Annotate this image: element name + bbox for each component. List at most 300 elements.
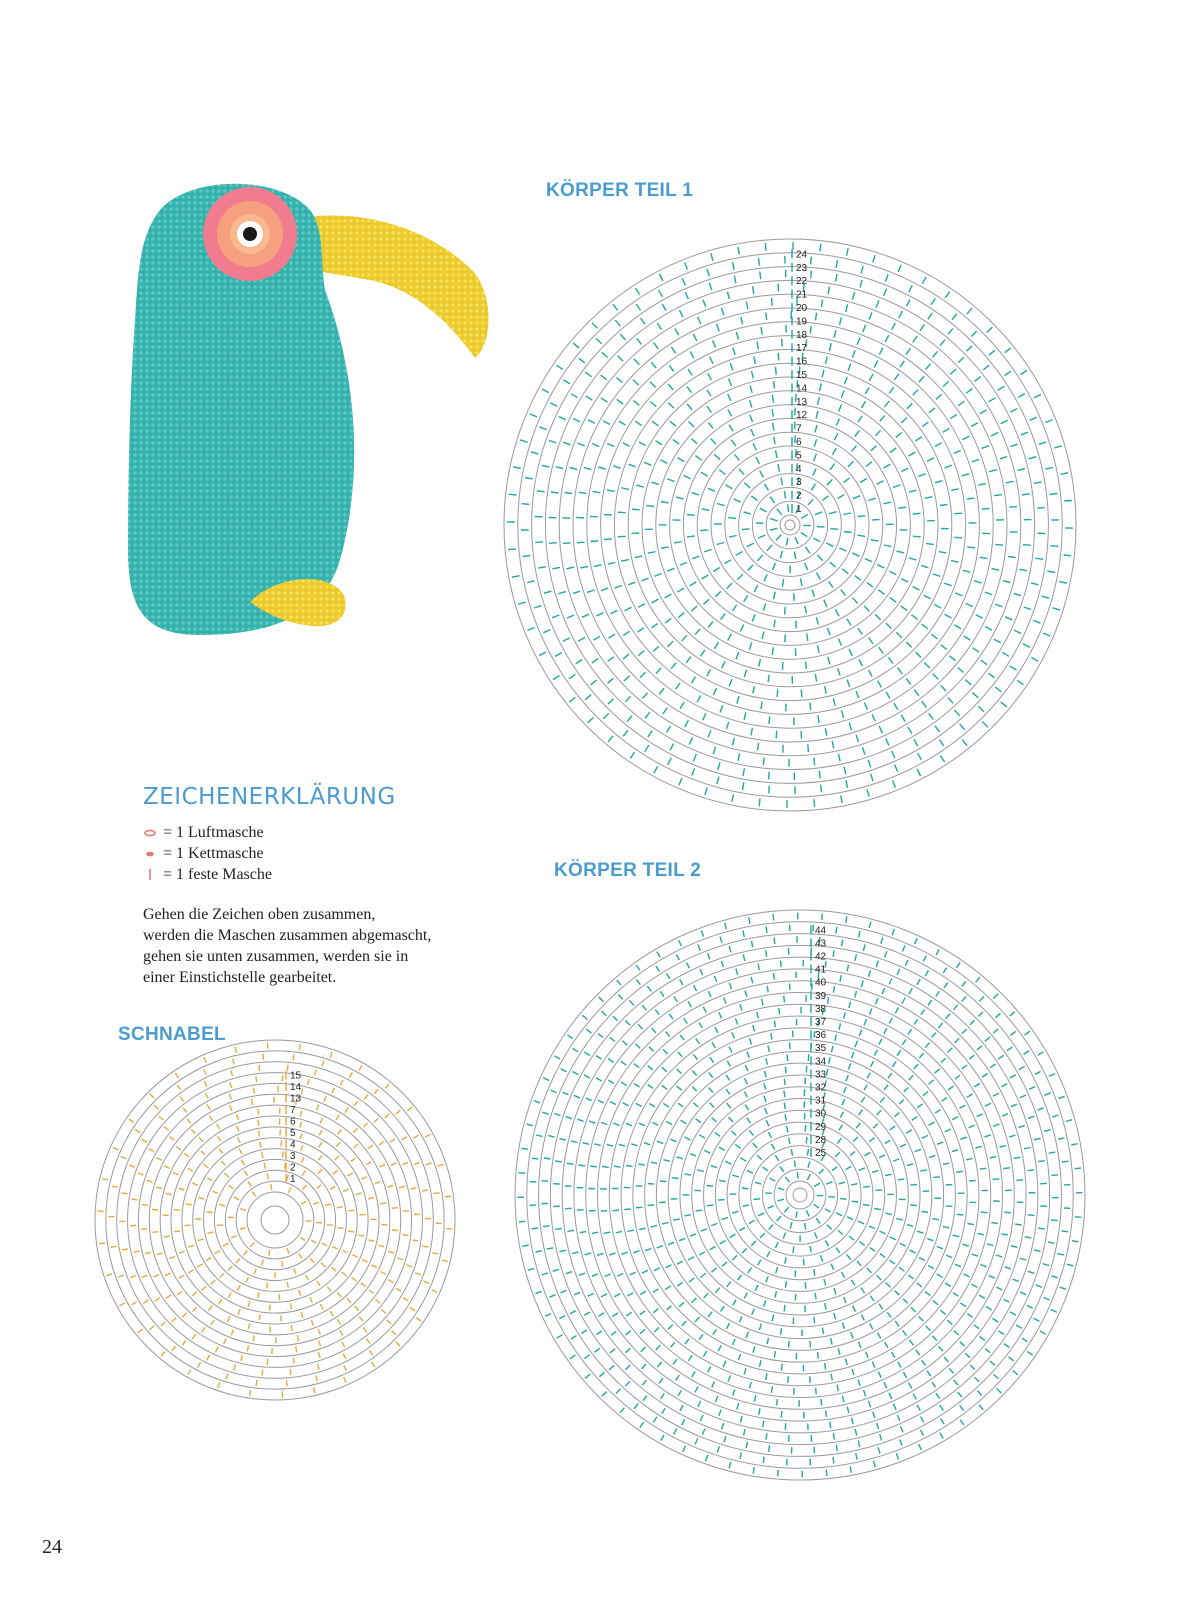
stitch-mark bbox=[1036, 1285, 1042, 1287]
stitch-mark bbox=[897, 1415, 900, 1421]
note-line: Gehen die Zeichen oben zusammen, bbox=[143, 906, 376, 923]
stitch-mark bbox=[663, 1049, 668, 1054]
stitch-mark bbox=[729, 1047, 732, 1053]
stitch-mark bbox=[721, 613, 726, 619]
stitch-mark bbox=[638, 604, 645, 608]
stitch-mark bbox=[717, 504, 724, 506]
stitch-mark bbox=[763, 1457, 764, 1464]
stitch-mark bbox=[692, 1071, 696, 1076]
stitch-mark bbox=[865, 559, 872, 562]
stitch-mark bbox=[960, 1405, 964, 1410]
stitch-mark bbox=[709, 1072, 713, 1077]
stitch-mark bbox=[847, 1407, 849, 1413]
stitch-mark bbox=[711, 1223, 717, 1225]
stitch-mark bbox=[721, 1306, 725, 1311]
stitch-mark bbox=[884, 289, 887, 296]
stitch-mark bbox=[1030, 417, 1037, 420]
stitch-mark bbox=[856, 691, 859, 698]
stitch-mark bbox=[855, 576, 861, 581]
row-number: 43 bbox=[815, 938, 827, 950]
stitch-mark bbox=[744, 670, 746, 677]
stitch-mark bbox=[836, 1445, 837, 1452]
stitch-mark bbox=[707, 390, 711, 397]
stitch-mark bbox=[687, 515, 695, 516]
stitch-mark bbox=[557, 365, 563, 369]
stitch-mark bbox=[1023, 545, 1031, 546]
stitch-mark bbox=[958, 668, 964, 673]
stitch-mark bbox=[889, 1393, 892, 1399]
stitch-mark bbox=[873, 1412, 875, 1418]
stitch-mark bbox=[980, 557, 988, 558]
stitch-mark bbox=[590, 1166, 597, 1167]
stitch-mark bbox=[864, 703, 867, 710]
stitch-mark bbox=[680, 1405, 683, 1411]
stitch-mark bbox=[694, 985, 697, 991]
stitch-mark bbox=[885, 274, 888, 281]
stitch-mark bbox=[964, 1274, 970, 1277]
stitch-mark bbox=[760, 471, 764, 478]
stitch-mark bbox=[552, 567, 560, 568]
stitch-mark bbox=[863, 325, 866, 332]
stitch-mark bbox=[407, 1107, 412, 1111]
stitch-mark bbox=[692, 1087, 697, 1092]
stitch-mark bbox=[204, 1164, 209, 1168]
stitch-mark bbox=[306, 1275, 309, 1280]
stitch-mark bbox=[695, 456, 701, 461]
stitch-mark bbox=[740, 624, 743, 631]
stitch-mark bbox=[566, 1117, 572, 1119]
stitch-mark bbox=[793, 1247, 794, 1254]
stitch-mark bbox=[935, 443, 942, 447]
stitch-mark bbox=[729, 679, 732, 686]
stitch-mark bbox=[613, 304, 618, 310]
stitch-mark bbox=[901, 715, 905, 722]
stitch-mark bbox=[618, 536, 626, 537]
stitch-mark bbox=[834, 1313, 836, 1319]
stitch-mark bbox=[838, 495, 845, 499]
stitch-mark bbox=[653, 1417, 657, 1423]
stitch-mark bbox=[596, 613, 603, 616]
stitch-mark bbox=[248, 1301, 250, 1307]
stitch-mark bbox=[588, 420, 595, 424]
stitch-mark bbox=[324, 1096, 326, 1102]
stitch-mark bbox=[607, 1145, 613, 1147]
stitch-mark bbox=[776, 535, 781, 541]
stitch-mark bbox=[831, 1264, 834, 1270]
legend-label: = 1 feste Masche bbox=[163, 866, 272, 883]
stitch-mark bbox=[754, 585, 758, 592]
stitch-mark bbox=[815, 674, 816, 682]
stitch-mark bbox=[863, 945, 865, 951]
stitch-mark bbox=[676, 683, 680, 689]
stitch-mark bbox=[1019, 1126, 1025, 1128]
stitch-mark bbox=[657, 952, 660, 958]
stitch-mark bbox=[955, 1264, 961, 1267]
stitch-mark bbox=[764, 1300, 766, 1306]
stitch-mark bbox=[864, 1085, 867, 1091]
stitch-mark bbox=[944, 1357, 948, 1362]
stitch-mark bbox=[773, 914, 774, 921]
stitch-mark bbox=[559, 417, 566, 420]
stitch-mark bbox=[832, 448, 836, 455]
stitch-mark bbox=[730, 1234, 736, 1238]
stitch-mark bbox=[719, 1410, 721, 1416]
stitch-mark bbox=[513, 467, 521, 469]
stitch-mark bbox=[740, 1004, 742, 1010]
stitch-mark bbox=[869, 1401, 871, 1407]
stitch-mark bbox=[586, 1029, 591, 1033]
stitch-mark bbox=[853, 292, 855, 300]
stitch-mark bbox=[630, 1272, 636, 1275]
stitch-mark bbox=[729, 946, 731, 952]
stitch-mark bbox=[729, 983, 731, 989]
stitch-mark bbox=[784, 1207, 789, 1212]
stitch-mark bbox=[102, 1179, 108, 1180]
stitch-mark bbox=[282, 1261, 283, 1267]
stitch-mark bbox=[592, 323, 597, 329]
stitch-mark bbox=[571, 394, 578, 398]
stitch-mark bbox=[761, 327, 762, 335]
stitch-mark bbox=[725, 560, 732, 564]
stitch-mark bbox=[736, 552, 743, 556]
stitch-mark bbox=[735, 1144, 740, 1148]
stitch-mark bbox=[771, 1033, 772, 1040]
stitch-mark bbox=[999, 1331, 1004, 1335]
stitch-mark bbox=[573, 343, 579, 348]
stitch-mark bbox=[985, 627, 992, 631]
stitch-mark bbox=[629, 464, 636, 467]
stitch-mark bbox=[604, 1232, 611, 1233]
stitch-mark bbox=[352, 1255, 358, 1257]
stitch-mark bbox=[636, 965, 640, 970]
stitch-mark bbox=[666, 973, 669, 979]
stitch-mark bbox=[956, 1171, 963, 1172]
stitch-mark bbox=[840, 1199, 847, 1200]
stitch-mark bbox=[837, 1138, 841, 1143]
stitch-mark bbox=[219, 1299, 222, 1304]
stitch-mark bbox=[753, 1346, 755, 1352]
stitch-mark bbox=[269, 1250, 270, 1256]
stitch-mark bbox=[250, 1390, 251, 1396]
stitch-mark bbox=[842, 569, 848, 574]
stitch-mark bbox=[741, 317, 743, 325]
stitch-mark bbox=[693, 334, 697, 341]
stitch-mark bbox=[320, 1304, 323, 1309]
stitch-mark bbox=[960, 1105, 966, 1108]
stitch-mark bbox=[687, 387, 692, 393]
stitch-mark bbox=[791, 1149, 792, 1155]
stitch-mark bbox=[825, 728, 826, 736]
stitch-mark bbox=[733, 1300, 736, 1306]
stitch-mark bbox=[667, 479, 674, 482]
stitch-mark bbox=[745, 1065, 748, 1071]
stitch-mark bbox=[772, 409, 773, 417]
stitch-mark bbox=[197, 1264, 202, 1267]
stitch-mark bbox=[613, 1016, 618, 1021]
stitch-mark bbox=[760, 1360, 762, 1367]
stitch-mark bbox=[924, 595, 931, 599]
stitch-mark bbox=[774, 1021, 775, 1028]
stitch-mark bbox=[919, 1444, 922, 1450]
stitch-mark bbox=[612, 1313, 618, 1317]
stitch-mark bbox=[898, 1179, 905, 1180]
stitch-mark bbox=[657, 1141, 663, 1143]
stitch-mark bbox=[857, 1261, 861, 1266]
stitch-mark bbox=[754, 356, 756, 364]
stitch-mark bbox=[588, 718, 594, 723]
row-number: 4 bbox=[796, 463, 802, 475]
stitch-mark bbox=[230, 1105, 232, 1111]
stitch-mark bbox=[932, 1219, 939, 1220]
stitch-mark bbox=[853, 598, 858, 604]
stitch-mark bbox=[908, 1275, 913, 1279]
stitch-mark bbox=[765, 243, 766, 251]
stitch-mark bbox=[820, 383, 822, 391]
stitch-mark bbox=[175, 1073, 179, 1078]
stitch-mark bbox=[693, 1103, 698, 1107]
stitch-mark bbox=[192, 1183, 198, 1185]
stitch-mark bbox=[778, 1188, 784, 1190]
stitch-mark bbox=[644, 1143, 650, 1145]
stitch-mark bbox=[1052, 1115, 1058, 1117]
stitch-mark bbox=[856, 1453, 857, 1459]
stitch-mark bbox=[776, 367, 777, 375]
stitch-mark bbox=[781, 1411, 782, 1418]
stitch-mark bbox=[1000, 1146, 1006, 1148]
stitch-mark bbox=[311, 1320, 313, 1326]
stitch-mark bbox=[993, 1029, 998, 1033]
stitch-mark bbox=[773, 563, 776, 570]
stitch-mark bbox=[831, 1374, 832, 1381]
stitch-mark bbox=[789, 1138, 790, 1144]
stitch-mark bbox=[646, 506, 654, 507]
stitch-mark bbox=[869, 1138, 874, 1142]
stitch-mark bbox=[750, 1038, 752, 1044]
stitch-mark bbox=[954, 1331, 959, 1335]
stitch-mark bbox=[719, 1012, 722, 1018]
stitch-mark bbox=[621, 1061, 626, 1065]
stitch-mark bbox=[784, 1305, 785, 1312]
stitch-mark bbox=[549, 543, 557, 544]
stitch-mark bbox=[789, 1341, 790, 1348]
stitch-mark bbox=[917, 979, 920, 985]
stitch-mark bbox=[704, 1293, 709, 1298]
stitch-mark bbox=[207, 1212, 213, 1213]
stitch-mark bbox=[174, 1210, 180, 1211]
stitch-mark bbox=[762, 999, 763, 1006]
stitch-mark bbox=[914, 1064, 919, 1069]
stitch-mark bbox=[595, 1144, 601, 1146]
stitch-mark bbox=[822, 914, 823, 921]
stitch-mark bbox=[333, 1170, 338, 1174]
stitch-mark bbox=[878, 1447, 880, 1453]
stitch-mark bbox=[692, 1371, 695, 1377]
stitch-mark bbox=[665, 618, 671, 623]
round-ring bbox=[786, 1181, 814, 1209]
stitch-mark bbox=[890, 1260, 895, 1264]
stitch-mark bbox=[589, 1121, 595, 1123]
stitch-mark bbox=[906, 1130, 912, 1133]
stitch-mark bbox=[1005, 617, 1012, 620]
stitch-mark bbox=[756, 523, 764, 524]
stitch-mark bbox=[872, 1362, 875, 1368]
stitch-mark bbox=[746, 302, 748, 310]
stitch-mark bbox=[528, 1269, 534, 1271]
stitch-mark bbox=[766, 1276, 768, 1282]
stitch-mark bbox=[824, 1279, 826, 1285]
stitch-mark bbox=[209, 1306, 213, 1311]
stitch-mark bbox=[726, 722, 728, 729]
stitch-mark bbox=[668, 384, 673, 390]
stitch-mark bbox=[858, 535, 866, 536]
stitch-mark bbox=[750, 415, 753, 422]
stitch-mark bbox=[1024, 1148, 1030, 1149]
stitch-mark bbox=[970, 1020, 975, 1025]
stitch-mark bbox=[732, 1211, 738, 1213]
stitch-mark bbox=[861, 1315, 864, 1321]
stitch-mark bbox=[1027, 1351, 1032, 1355]
stitch-mark bbox=[954, 1005, 958, 1010]
stitch-mark bbox=[1001, 420, 1008, 423]
stitch-mark bbox=[542, 1112, 548, 1114]
stitch-mark bbox=[874, 1461, 876, 1467]
stitch-mark bbox=[648, 1085, 653, 1089]
row-number: 36 bbox=[815, 1030, 827, 1042]
stitch-mark bbox=[247, 1345, 248, 1351]
stitch-mark bbox=[942, 1098, 948, 1102]
stitch-mark bbox=[625, 607, 632, 611]
legend-title: ZEICHENERKLÄRUNG bbox=[143, 784, 396, 810]
stitch-mark bbox=[894, 1113, 899, 1117]
row-number: 22 bbox=[796, 276, 808, 288]
stitch-mark bbox=[851, 1184, 857, 1185]
stitch-mark bbox=[852, 446, 857, 452]
stitch-mark bbox=[762, 632, 764, 640]
stitch-mark bbox=[211, 1320, 214, 1325]
stitch-mark bbox=[729, 1117, 734, 1122]
stitch-mark bbox=[838, 1348, 840, 1354]
stitch-mark bbox=[882, 988, 885, 994]
row-number: 44 bbox=[815, 925, 827, 937]
stitch-mark bbox=[387, 1320, 392, 1324]
stitch-mark bbox=[855, 1041, 857, 1047]
stitch-mark bbox=[1037, 508, 1045, 509]
stitch-mark bbox=[341, 1080, 344, 1086]
stitch-mark bbox=[879, 1304, 883, 1309]
stitch-mark bbox=[629, 1000, 633, 1005]
round-ring bbox=[645, 1040, 956, 1351]
stitch-mark bbox=[717, 777, 719, 784]
stitch-mark bbox=[1004, 1344, 1009, 1348]
stitch-mark bbox=[252, 1099, 253, 1105]
stitch-mark bbox=[219, 1204, 225, 1206]
stitch-mark bbox=[950, 369, 956, 374]
stitch-mark bbox=[937, 1247, 943, 1249]
stitch-mark bbox=[607, 443, 614, 446]
stitch-mark bbox=[909, 1340, 913, 1345]
stitch-mark bbox=[238, 1137, 241, 1143]
stitch-mark bbox=[722, 661, 725, 668]
stitch-mark bbox=[945, 614, 952, 618]
stitch-mark bbox=[212, 1191, 218, 1194]
stitch-mark bbox=[889, 571, 896, 574]
stitch-mark bbox=[601, 398, 607, 402]
stitch-mark bbox=[957, 1214, 964, 1215]
stitch-mark bbox=[602, 1011, 607, 1016]
stitch-mark bbox=[424, 1281, 430, 1283]
stitch-mark bbox=[873, 1124, 878, 1129]
stitch-mark bbox=[1019, 1066, 1025, 1069]
stitch-mark bbox=[534, 1101, 540, 1103]
row-number: 1 bbox=[290, 1174, 296, 1185]
stitch-mark bbox=[847, 1217, 853, 1220]
stitch-mark bbox=[953, 1293, 959, 1297]
stitch-mark bbox=[691, 439, 697, 444]
stitch-mark bbox=[552, 615, 559, 618]
stitch-mark bbox=[592, 659, 598, 663]
stitch-mark bbox=[851, 1332, 853, 1338]
stitch-mark bbox=[233, 1059, 235, 1065]
round-ring bbox=[550, 945, 1049, 1444]
stitch-mark bbox=[738, 247, 740, 255]
stitch-mark bbox=[872, 714, 875, 721]
stitch-mark bbox=[726, 485, 733, 489]
stitch-mark bbox=[657, 323, 661, 330]
stitch-mark bbox=[359, 1065, 362, 1070]
stitch-mark bbox=[955, 710, 960, 716]
stitch-mark bbox=[836, 260, 837, 268]
stitch-mark bbox=[936, 949, 939, 955]
stitch-mark bbox=[689, 1278, 694, 1282]
round-ring bbox=[656, 391, 924, 659]
stitch-mark bbox=[687, 536, 695, 537]
stitch-mark bbox=[682, 1321, 687, 1326]
stitch-mark bbox=[149, 1149, 154, 1152]
stitch-mark bbox=[858, 516, 866, 517]
stitch-mark bbox=[769, 772, 770, 780]
schnabel-diagram bbox=[90, 1035, 470, 1405]
stitch-mark bbox=[650, 402, 656, 407]
stitch-mark bbox=[810, 1246, 811, 1252]
stitch-mark bbox=[967, 308, 972, 314]
stitch-mark bbox=[574, 1292, 580, 1295]
stitch-mark bbox=[543, 630, 550, 633]
stitch-mark bbox=[1004, 1299, 1010, 1302]
stitch-mark bbox=[686, 657, 691, 663]
stitch-mark bbox=[680, 310, 684, 317]
stitch-mark bbox=[579, 1165, 586, 1166]
stitch-mark bbox=[998, 386, 1005, 390]
stitch-mark bbox=[974, 1325, 979, 1329]
stitch-mark bbox=[821, 1255, 823, 1261]
stitch-mark bbox=[796, 1211, 797, 1218]
round-ring bbox=[106, 1051, 444, 1389]
stitch-mark bbox=[866, 462, 872, 467]
stitch-mark bbox=[198, 1239, 204, 1241]
stitch-mark bbox=[780, 1166, 784, 1171]
stitch-mark bbox=[772, 298, 773, 306]
stitch-mark bbox=[810, 326, 811, 334]
stitch-mark bbox=[685, 720, 689, 727]
stitch-mark bbox=[1051, 546, 1059, 547]
stitch-mark bbox=[582, 1015, 587, 1019]
stitch-mark bbox=[594, 1348, 599, 1352]
stitch-mark bbox=[843, 1323, 845, 1329]
stitch-mark bbox=[945, 1129, 951, 1132]
stitch-mark bbox=[239, 1149, 242, 1154]
stitch-mark bbox=[640, 1329, 645, 1333]
stitch-mark bbox=[952, 314, 957, 320]
